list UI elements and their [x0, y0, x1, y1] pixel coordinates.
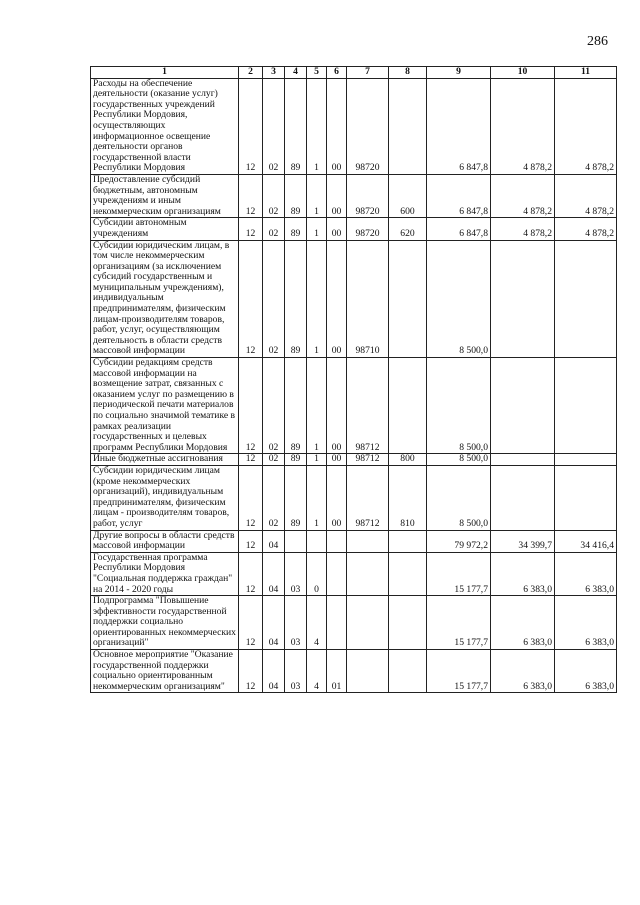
column-header: 7	[347, 67, 389, 79]
amount-2018-cell: 15 177,7	[427, 650, 491, 693]
expense-type-cell: 800	[389, 454, 427, 466]
table-row	[91, 240, 617, 358]
subprogram-code-cell: 0	[307, 552, 327, 595]
event-code-cell	[327, 530, 347, 552]
section-code-cell: 12	[239, 530, 263, 552]
header-row	[91, 67, 617, 79]
table-row	[91, 174, 617, 217]
subsection-code-cell: 02	[263, 218, 285, 240]
program-code-cell: 89	[285, 174, 307, 217]
table-row	[91, 465, 617, 530]
subprogram-code-cell: 1	[307, 218, 327, 240]
subprogram-code-cell: 1	[307, 358, 327, 454]
amount-2020-cell	[555, 240, 617, 358]
column-header: 9	[427, 67, 491, 79]
amount-2018-cell: 6 847,8	[427, 78, 491, 174]
event-code-cell: 01	[327, 650, 347, 693]
event-code-cell: 00	[327, 174, 347, 217]
budget-table	[90, 66, 617, 693]
amount-2019-cell: 4 878,2	[491, 78, 555, 174]
page-number: 286	[587, 34, 608, 49]
column-header: 6	[327, 67, 347, 79]
amount-2019-cell: 4 878,2	[491, 218, 555, 240]
amount-2019-cell	[491, 465, 555, 530]
subsection-code-cell: 02	[263, 174, 285, 217]
program-code-cell: 89	[285, 358, 307, 454]
table-row	[91, 218, 617, 240]
direction-code-cell	[347, 552, 389, 595]
direction-code-cell: 98720	[347, 174, 389, 217]
direction-code-cell: 98712	[347, 465, 389, 530]
table-row	[91, 552, 617, 595]
expense-type-cell: 600	[389, 174, 427, 217]
column-header: 3	[263, 67, 285, 79]
column-header: 8	[389, 67, 427, 79]
table-row	[91, 530, 617, 552]
expense-type-cell: 810	[389, 465, 427, 530]
amount-2018-cell: 79 972,2	[427, 530, 491, 552]
amount-2019-cell	[491, 454, 555, 466]
subsection-code-cell: 04	[263, 650, 285, 693]
column-header: 11	[555, 67, 617, 79]
expense-type-cell	[389, 530, 427, 552]
event-code-cell	[327, 596, 347, 650]
row-name-cell: Субсидии юридическим лицам (кроме некоммерческих организаций), индивидуальным предпринимателям, физическим лицам - производителям товаров, работ, услуг	[91, 465, 239, 530]
expense-type-cell	[389, 596, 427, 650]
program-code-cell: 03	[285, 596, 307, 650]
subprogram-code-cell: 1	[307, 465, 327, 530]
column-header: 2	[239, 67, 263, 79]
row-name-cell: Подпрограмма "Повышение эффективности государственной поддержки социально ориентированных некоммерческих организаций"	[91, 596, 239, 650]
table-body	[91, 78, 617, 693]
direction-code-cell	[347, 650, 389, 693]
subsection-code-cell: 02	[263, 78, 285, 174]
amount-2018-cell: 8 500,0	[427, 240, 491, 358]
row-name-cell: Другие вопросы в области средств массовой информации	[91, 530, 239, 552]
amount-2019-cell: 6 383,0	[491, 650, 555, 693]
expense-type-cell	[389, 78, 427, 174]
event-code-cell: 00	[327, 358, 347, 454]
row-name-cell: Государственная программа Республики Мордовия "Социальная поддержка граждан" на 2014 - 2020 годы	[91, 552, 239, 595]
direction-code-cell: 98720	[347, 218, 389, 240]
amount-2019-cell: 6 383,0	[491, 552, 555, 595]
table-row	[91, 454, 617, 466]
section-code-cell: 12	[239, 78, 263, 174]
direction-code-cell: 98720	[347, 78, 389, 174]
row-name-cell: Субсидии юридическим лицам, в том числе некоммерческим организациям (за исключением субсидий государственным и муниципальным учреждениям), индивидуальным предпринимателям, физическим лицам-производителям товаров, работ, услуг, осуществляющим деятельность в области средств массовой информации	[91, 240, 239, 358]
amount-2020-cell: 6 383,0	[555, 650, 617, 693]
amount-2018-cell: 8 500,0	[427, 465, 491, 530]
program-code-cell	[285, 530, 307, 552]
amount-2018-cell: 15 177,7	[427, 596, 491, 650]
section-code-cell: 12	[239, 240, 263, 358]
row-name-cell: Субсидии редакциям средств массовой информации на возмещение затрат, связанных с оказанием услуг по размещению в периодической печати материалов по социально значимой тематике в рамках реализации государственных и целевых программ Республики Мордовия	[91, 358, 239, 454]
subprogram-code-cell: 1	[307, 240, 327, 358]
row-name-cell: Иные бюджетные ассигнования	[91, 454, 239, 466]
section-code-cell: 12	[239, 650, 263, 693]
section-code-cell: 12	[239, 552, 263, 595]
program-code-cell: 03	[285, 552, 307, 595]
subsection-code-cell: 04	[263, 552, 285, 595]
section-code-cell: 12	[239, 174, 263, 217]
expense-type-cell: 620	[389, 218, 427, 240]
event-code-cell: 00	[327, 454, 347, 466]
subsection-code-cell: 02	[263, 240, 285, 358]
subprogram-code-cell: 4	[307, 596, 327, 650]
row-name-cell: Субсидии автономным учреждениям	[91, 218, 239, 240]
subsection-code-cell: 02	[263, 454, 285, 466]
program-code-cell: 89	[285, 78, 307, 174]
direction-code-cell	[347, 596, 389, 650]
subprogram-code-cell: 1	[307, 454, 327, 466]
section-code-cell: 12	[239, 465, 263, 530]
amount-2020-cell: 4 878,2	[555, 174, 617, 217]
event-code-cell: 00	[327, 465, 347, 530]
expense-type-cell	[389, 650, 427, 693]
section-code-cell: 12	[239, 454, 263, 466]
column-header: 4	[285, 67, 307, 79]
column-header: 1	[91, 67, 239, 79]
subsection-code-cell: 02	[263, 358, 285, 454]
program-code-cell: 89	[285, 218, 307, 240]
amount-2018-cell: 8 500,0	[427, 358, 491, 454]
amount-2019-cell: 34 399,7	[491, 530, 555, 552]
amount-2019-cell	[491, 240, 555, 358]
amount-2020-cell: 4 878,2	[555, 78, 617, 174]
amount-2019-cell	[491, 358, 555, 454]
event-code-cell: 00	[327, 240, 347, 358]
amount-2020-cell: 6 383,0	[555, 596, 617, 650]
row-name-cell: Предоставление субсидий бюджетным, автономным учреждениям и иным некоммерческим организациям	[91, 174, 239, 217]
column-header: 10	[491, 67, 555, 79]
direction-code-cell: 98710	[347, 240, 389, 358]
section-code-cell: 12	[239, 218, 263, 240]
amount-2018-cell: 6 847,8	[427, 174, 491, 217]
subprogram-code-cell	[307, 530, 327, 552]
event-code-cell	[327, 552, 347, 595]
program-code-cell: 03	[285, 650, 307, 693]
amount-2020-cell: 6 383,0	[555, 552, 617, 595]
event-code-cell: 00	[327, 218, 347, 240]
amount-2020-cell	[555, 454, 617, 466]
subsection-code-cell: 04	[263, 596, 285, 650]
amount-2020-cell: 4 878,2	[555, 218, 617, 240]
subsection-code-cell: 02	[263, 465, 285, 530]
expense-type-cell	[389, 358, 427, 454]
event-code-cell: 00	[327, 78, 347, 174]
amount-2020-cell: 34 416,4	[555, 530, 617, 552]
direction-code-cell: 98712	[347, 454, 389, 466]
program-code-cell: 89	[285, 454, 307, 466]
section-code-cell: 12	[239, 358, 263, 454]
row-name-cell: Расходы на обеспечение деятельности (оказание услуг) государственных учреждений Республики Мордовия, осуществляющих информационное освещение деятельности органов государственной власти Республики Мордовия	[91, 78, 239, 174]
section-code-cell: 12	[239, 596, 263, 650]
amount-2019-cell: 4 878,2	[491, 174, 555, 217]
table-row	[91, 596, 617, 650]
subprogram-code-cell: 1	[307, 174, 327, 217]
table-row	[91, 650, 617, 693]
program-code-cell: 89	[285, 240, 307, 358]
amount-2019-cell: 6 383,0	[491, 596, 555, 650]
table-row	[91, 358, 617, 454]
amount-2018-cell: 8 500,0	[427, 454, 491, 466]
program-code-cell: 89	[285, 465, 307, 530]
subprogram-code-cell: 4	[307, 650, 327, 693]
expense-type-cell	[389, 552, 427, 595]
table-row	[91, 78, 617, 174]
amount-2020-cell	[555, 358, 617, 454]
column-header: 5	[307, 67, 327, 79]
expense-type-cell	[389, 240, 427, 358]
amount-2020-cell	[555, 465, 617, 530]
amount-2018-cell: 15 177,7	[427, 552, 491, 595]
subsection-code-cell: 04	[263, 530, 285, 552]
direction-code-cell	[347, 530, 389, 552]
amount-2018-cell: 6 847,8	[427, 218, 491, 240]
row-name-cell: Основное мероприятие "Оказание государственной поддержки социально ориентированным некоммерческим организациям"	[91, 650, 239, 693]
subprogram-code-cell: 1	[307, 78, 327, 174]
direction-code-cell: 98712	[347, 358, 389, 454]
